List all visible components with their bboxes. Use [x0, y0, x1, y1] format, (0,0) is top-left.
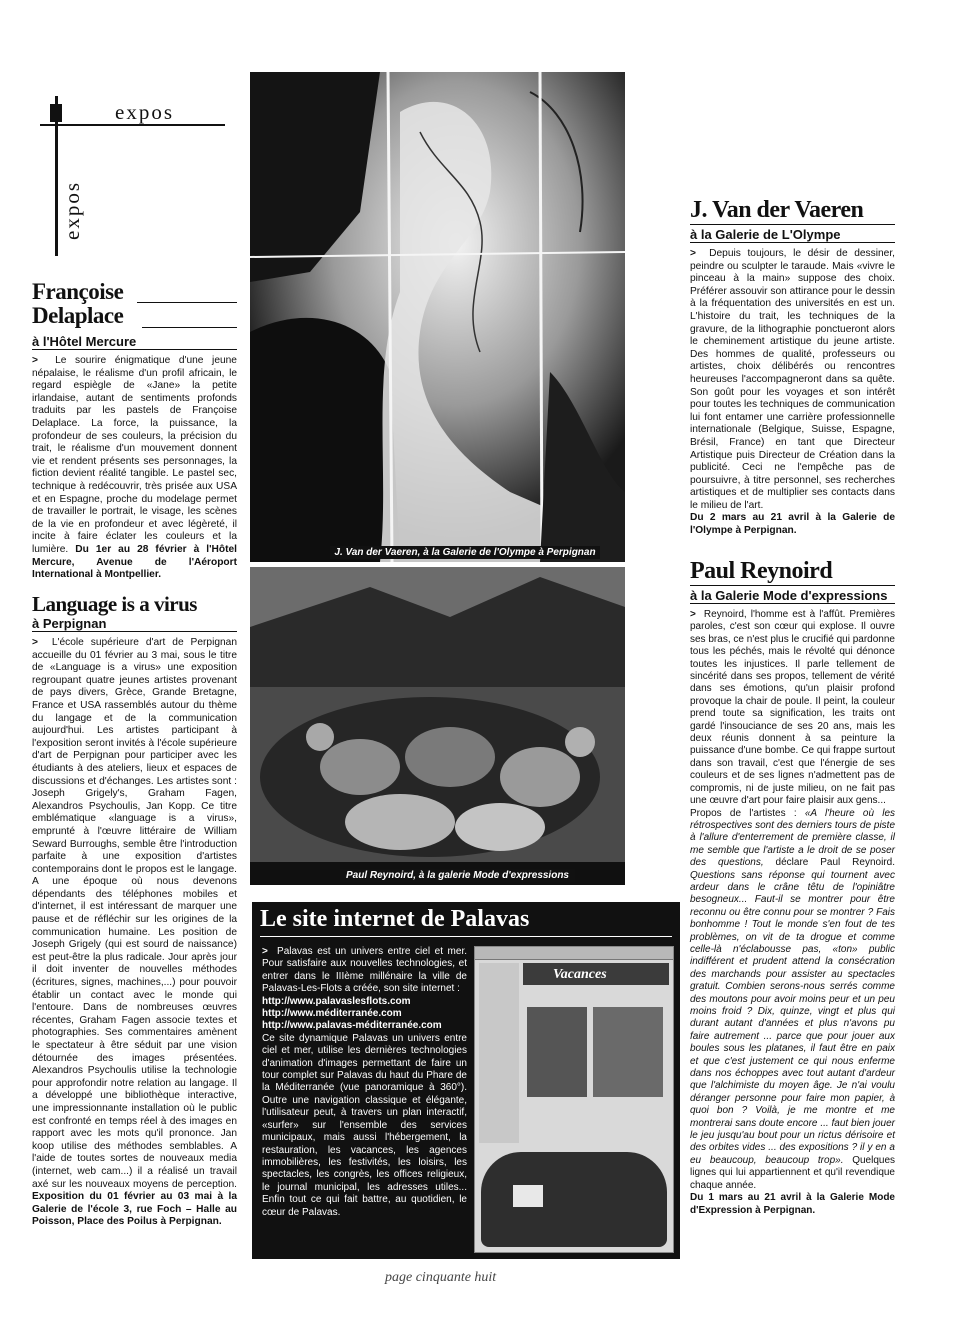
article-body: [32, 355, 237, 582]
article-body: [690, 609, 895, 1217]
palavas-url-3[interactable]: http://www.palavas-méditerranée.com: [262, 1020, 442, 1032]
article-subtitle: à l'Hôtel Mercure: [32, 334, 237, 350]
artwork-illustration: [250, 72, 625, 562]
article-subtitle: à la Galerie Mode d'expressions: [690, 588, 895, 604]
bullet-arrow-icon: >: [32, 637, 38, 648]
bullet-arrow-icon: >: [690, 248, 696, 259]
site-map: [481, 1152, 667, 1247]
site-photo-2: [593, 1007, 663, 1097]
tab-marker-block: [50, 104, 62, 122]
artwork-reynoird: [250, 567, 625, 885]
article-body: [32, 637, 237, 1229]
palavas-intro: Palavas est un univers entre ciel et mer. Pour satisfaire aux nouvelles technologies, et entrer dans le IIIème millénaire la ville de Palavas-Les-Flots a créée, son site internet :: [262, 946, 468, 995]
title-rule: [137, 302, 237, 303]
quote-lead: Propos de l'artistes :: [690, 807, 805, 819]
section-tab-label: expos: [115, 100, 174, 124]
quote-text: «A l'heure où les rétrospectives sont des derniers tours de piste à l'allure d'enterrement de première classe, il me semble que l'artiste a le droit de se poser des questions,: [690, 807, 896, 869]
quote-text-2: Questions sans réponse qui tournent avec ardeur dans le crâne têtu de l'opiniâtre besogneux... Faut-il se montrer pour être reconnu ou être connu pour se montrer ? Fais bonhomme ! Tout le monde s'en fout de tes problèmes, on vit de ta drogue et comme celle-là n'éclabousse pas, «ton» public indifférent et prudent attend la consécration des marchands pour assister au spectacles gratuit. Combien serons-nous serrés comme des moutons pour avoir moins peur et un peu moins froid ? Dix, quinze, vingt et plus qui durant autant d'années et plus n'avons pu faire autrement ... parce que pour jouer aux boules sous les platanes, il faut être en paix et que c'est justement ce qui nous enferme dans nos échoppes avec tout autant d'ardeur que l'alchimiste du moyen âge. Je n'ai voulu déranger personne pour faire mon papier, à quoi bon ? Voilà, je me montre et me montrerai sans doute encore ... faut bien jouer le jeu jusqu'au bout pour un rictus dérisoire et des orbites vides ... des expositions ? il y en a eu beaucoup, beaucoup trop».: [690, 869, 895, 1166]
title-line-2: Delaplace: [32, 303, 124, 328]
palavas-body: [262, 946, 467, 1219]
palavas-title-rule: [260, 936, 672, 937]
image-caption: Paul Reynoird, à la galerie Mode d'expressions: [340, 869, 575, 882]
palavas-url-1[interactable]: http://www.palavaslesflots.com: [262, 995, 411, 1007]
body-text: Depuis toujours, le désir de dessiner, peindre ou sculpter le taraude. Mais «vivre le pinceau à la main» suppose des choix. Préférer assouvir son attirance pour le dessin à la fréquentation des universités en est un. L'histoire du trait, les techniques de la gravure, de la lithographie ponctueront alors le cheminement artistique du jeune artiste. Des hommes de qualité, professeurs ou artistes, choix délibérés ou rencontres heureuses l'accompagneront dans sa quête. Son goût pour les voyages et son intérêt pour toutes les techniques de communication lui font entamer une carrière professionnelle internationale (Belgique, Suisse, Espagne, Brésil, France) en tant que Directeur Artistique puis Directeur de Création dans la publicité. Ceci ne l'empêche pas de poursuivre, à titre personnel, ses recherches artistiques et de multiplier ses contacts dans le milieu de l'art.: [690, 248, 895, 511]
palavas-box: [252, 902, 680, 1259]
site-map-label: [513, 1185, 543, 1207]
article-delaplace: [32, 280, 237, 582]
event-info: Du 1 mars au 21 avril à la Galerie Mode d'Expression à Perpignan.: [690, 1192, 895, 1216]
article-title: Language is a virus: [32, 592, 197, 616]
article-van-der-vaeren: [690, 196, 895, 538]
title-line-1: Françoise: [32, 279, 124, 304]
page-number-label: page cinquante huit: [385, 1270, 497, 1285]
site-photo-1: [527, 1007, 587, 1097]
article-subtitle: à la Galerie de L'Olympe: [690, 227, 895, 243]
article-language-virus: [32, 592, 237, 1229]
artwork-van-der-vaeren: [250, 72, 625, 562]
quote-attribution: déclare Paul Reynoird.: [763, 857, 895, 869]
body-text: Le sourire énigmatique d'une jeune népalaise, le réalisme d'un profil africain, le regard espiègle de «Jane» la petite irlandaise, autant de sentiments profonds traduits par les pastels de Françoise Delaplace. La force, la puissance, la profondeur de ses couleurs, la précision du trait, le réalisme d'un mouvement donnent vie et rendent présents ses personnages, la fiction devient réalité tangible. Le pastel sec, technique à redécouvrir, très prisée aux USA et en Espagne, proche du modelage permet de travailler le portrait, le visage, les scènes de la vie en profondeur et avec légèreté, il incite à faire éclater les couleurs et la lumière.: [32, 355, 237, 555]
palavas-description: Ce site dynamique Palavas un univers entre ciel et mer, utilise les dernières technologies d'animation d'images permettant de faire un tour complet sur Palavas du haut du Phare de la Méditerranée (vue panoramique à 360°). Outre une navigation classique et élégante, l'utilisateur peut, à travers un plan interactif, «surfer» sur l'ensemble des services municipaux, mais aussi l'hébergement, la restauration, les vacances, les agences immobilières, les festivités, les loisirs, les spectacles, les congrès, les offices religieux, le journal municipal, les adresses utiles... Enfin tout ce qui fait battre, au quotidien, le cœur de Palavas.: [262, 1032, 467, 1218]
site-banner-text: Vacances: [553, 967, 607, 982]
article-title: [32, 280, 237, 328]
article-reynoird: [690, 557, 895, 1217]
palavas-title: Le site internet de Palavas: [260, 906, 530, 932]
image-caption: J. Van der Vaeren, à la Galerie de l'Olympe à Perpignan: [330, 546, 600, 559]
body-text: Reynoird, l'homme est à l'affût. Premières paroles, c'est son cœur qui explose. Il ouvre ses bras, ce n'est plus le crucifié qui pardonne tous les péchés, mais le révolté qui dénonce toutes les injustices. Il parle tellement de sincérité dans ses propos, tellement de vérité dans ses émotions, qu'un plaisir profond provoque la chair de poule. Il peint, la couleur prend toute sa signification, les traits ont gardé l'insouciance de ses 20 ans, mais les deux réunis donnent à sa peinture la puissance d'une bombe. Ce qui frappe surtout dans son travail, c'est que l'énergie de ses couleurs et de ses lignes n'admettent pas de compromis, ni de juste milieu, on ne fait pas une œuvre d'art pour faire plaisir aux gens...: [690, 609, 895, 807]
event-info: Exposition du 01 février au 03 mai à la Galerie de l'école 3, rue Foch – Halle au Poisson, Place des Poilus à Perpignan.: [32, 1191, 237, 1228]
event-info: Du 1er au 28 février à l'Hôtel Mercure, Avenue de l'Aéroport International à Montpellier.: [32, 543, 237, 581]
article-body: [690, 248, 895, 538]
bullet-arrow-icon: >: [690, 609, 696, 620]
bullet-arrow-icon: >: [262, 946, 268, 957]
article-subtitle: à Perpignan: [32, 616, 237, 632]
article-title: J. Van der Vaeren: [690, 196, 895, 225]
artwork-illustration: [250, 567, 625, 885]
article-title: Paul Reynoird: [690, 557, 895, 586]
palavas-url-2[interactable]: http://www.méditerranée.com: [262, 1008, 402, 1020]
body-text: L'école supérieure d'art de Perpignan accueille du 01 février au 3 mai, sous le titre de «Language is a virus» une exposition regroupant quatre jeunes artistes provenant de pays divers, Grèce, Grande Bretagne, France et USA rassemblés autour du thème du langage et de la communication aujourd'hui. Les artistes participant à l'exposition seront invités à l'école supérieure d'art de Perpignan pour participer avec les étudiants à des ateliers, lieux et espaces de discussions et d'échanges. Les artistes sont : Joseph Grigely's, Graham Fagen, Alexandros Psychoulis, Jan Kopp. Ce titre emblématique «language is a virus», emprunté à l'œuvre littéraire de William Seward Burroughs, semble être l'introduction parfaite à une exposition d'artistes contemporains dont le propos est le langage. A une époque où nous devenons dépendants des téléphones mobiles et d'internet, il est intéressant de marquer une pause et de réfléchir sur les origines de la communication humaine. Les position de Joseph Grigely (qui est sourd de naissance) est peut-être la plus radicale. Jour après jour il doit inventer de nouvelles méthodes (écritures, signes, machines,...) pour pouvoir établir un contact avec le monde qui l'entoure. Dans de nombreuses œuvres récentes, Graham Fagen associe textes et photographies. Ses commentaires amènent le spectateur à être séduit par une vision détournée des images présentées. Alexandros Psychoulis utilise la technologie pour approfondir notre relation au langage. Il a développé une bibliothèque interactive, une impressionnante installation où le public est confronté en temps réel à des images en rapport avec les mots qu'il prononce. Jan koop utilise des méthodes semblables. A l'aide de toutes sortes de nouveaux media (internet, web cam...) il a réalisé un travail axé sur les nouveaux moyens de perception.: [32, 637, 237, 1190]
website-screenshot: [474, 946, 674, 1253]
site-sidebar: [479, 963, 519, 1143]
quote-end: Quelques lignes qui lui appartiennent et qu'il revendique chaque année.: [690, 1154, 896, 1191]
bullet-arrow-icon: >: [32, 355, 38, 366]
event-info: Du 2 mars au 21 avril à la Galerie de l'Olympe à Perpignan.: [690, 512, 895, 537]
browser-toolbar: [475, 947, 673, 960]
section-vertical-label: expos: [60, 181, 84, 240]
title-rule-2: [142, 327, 237, 328]
